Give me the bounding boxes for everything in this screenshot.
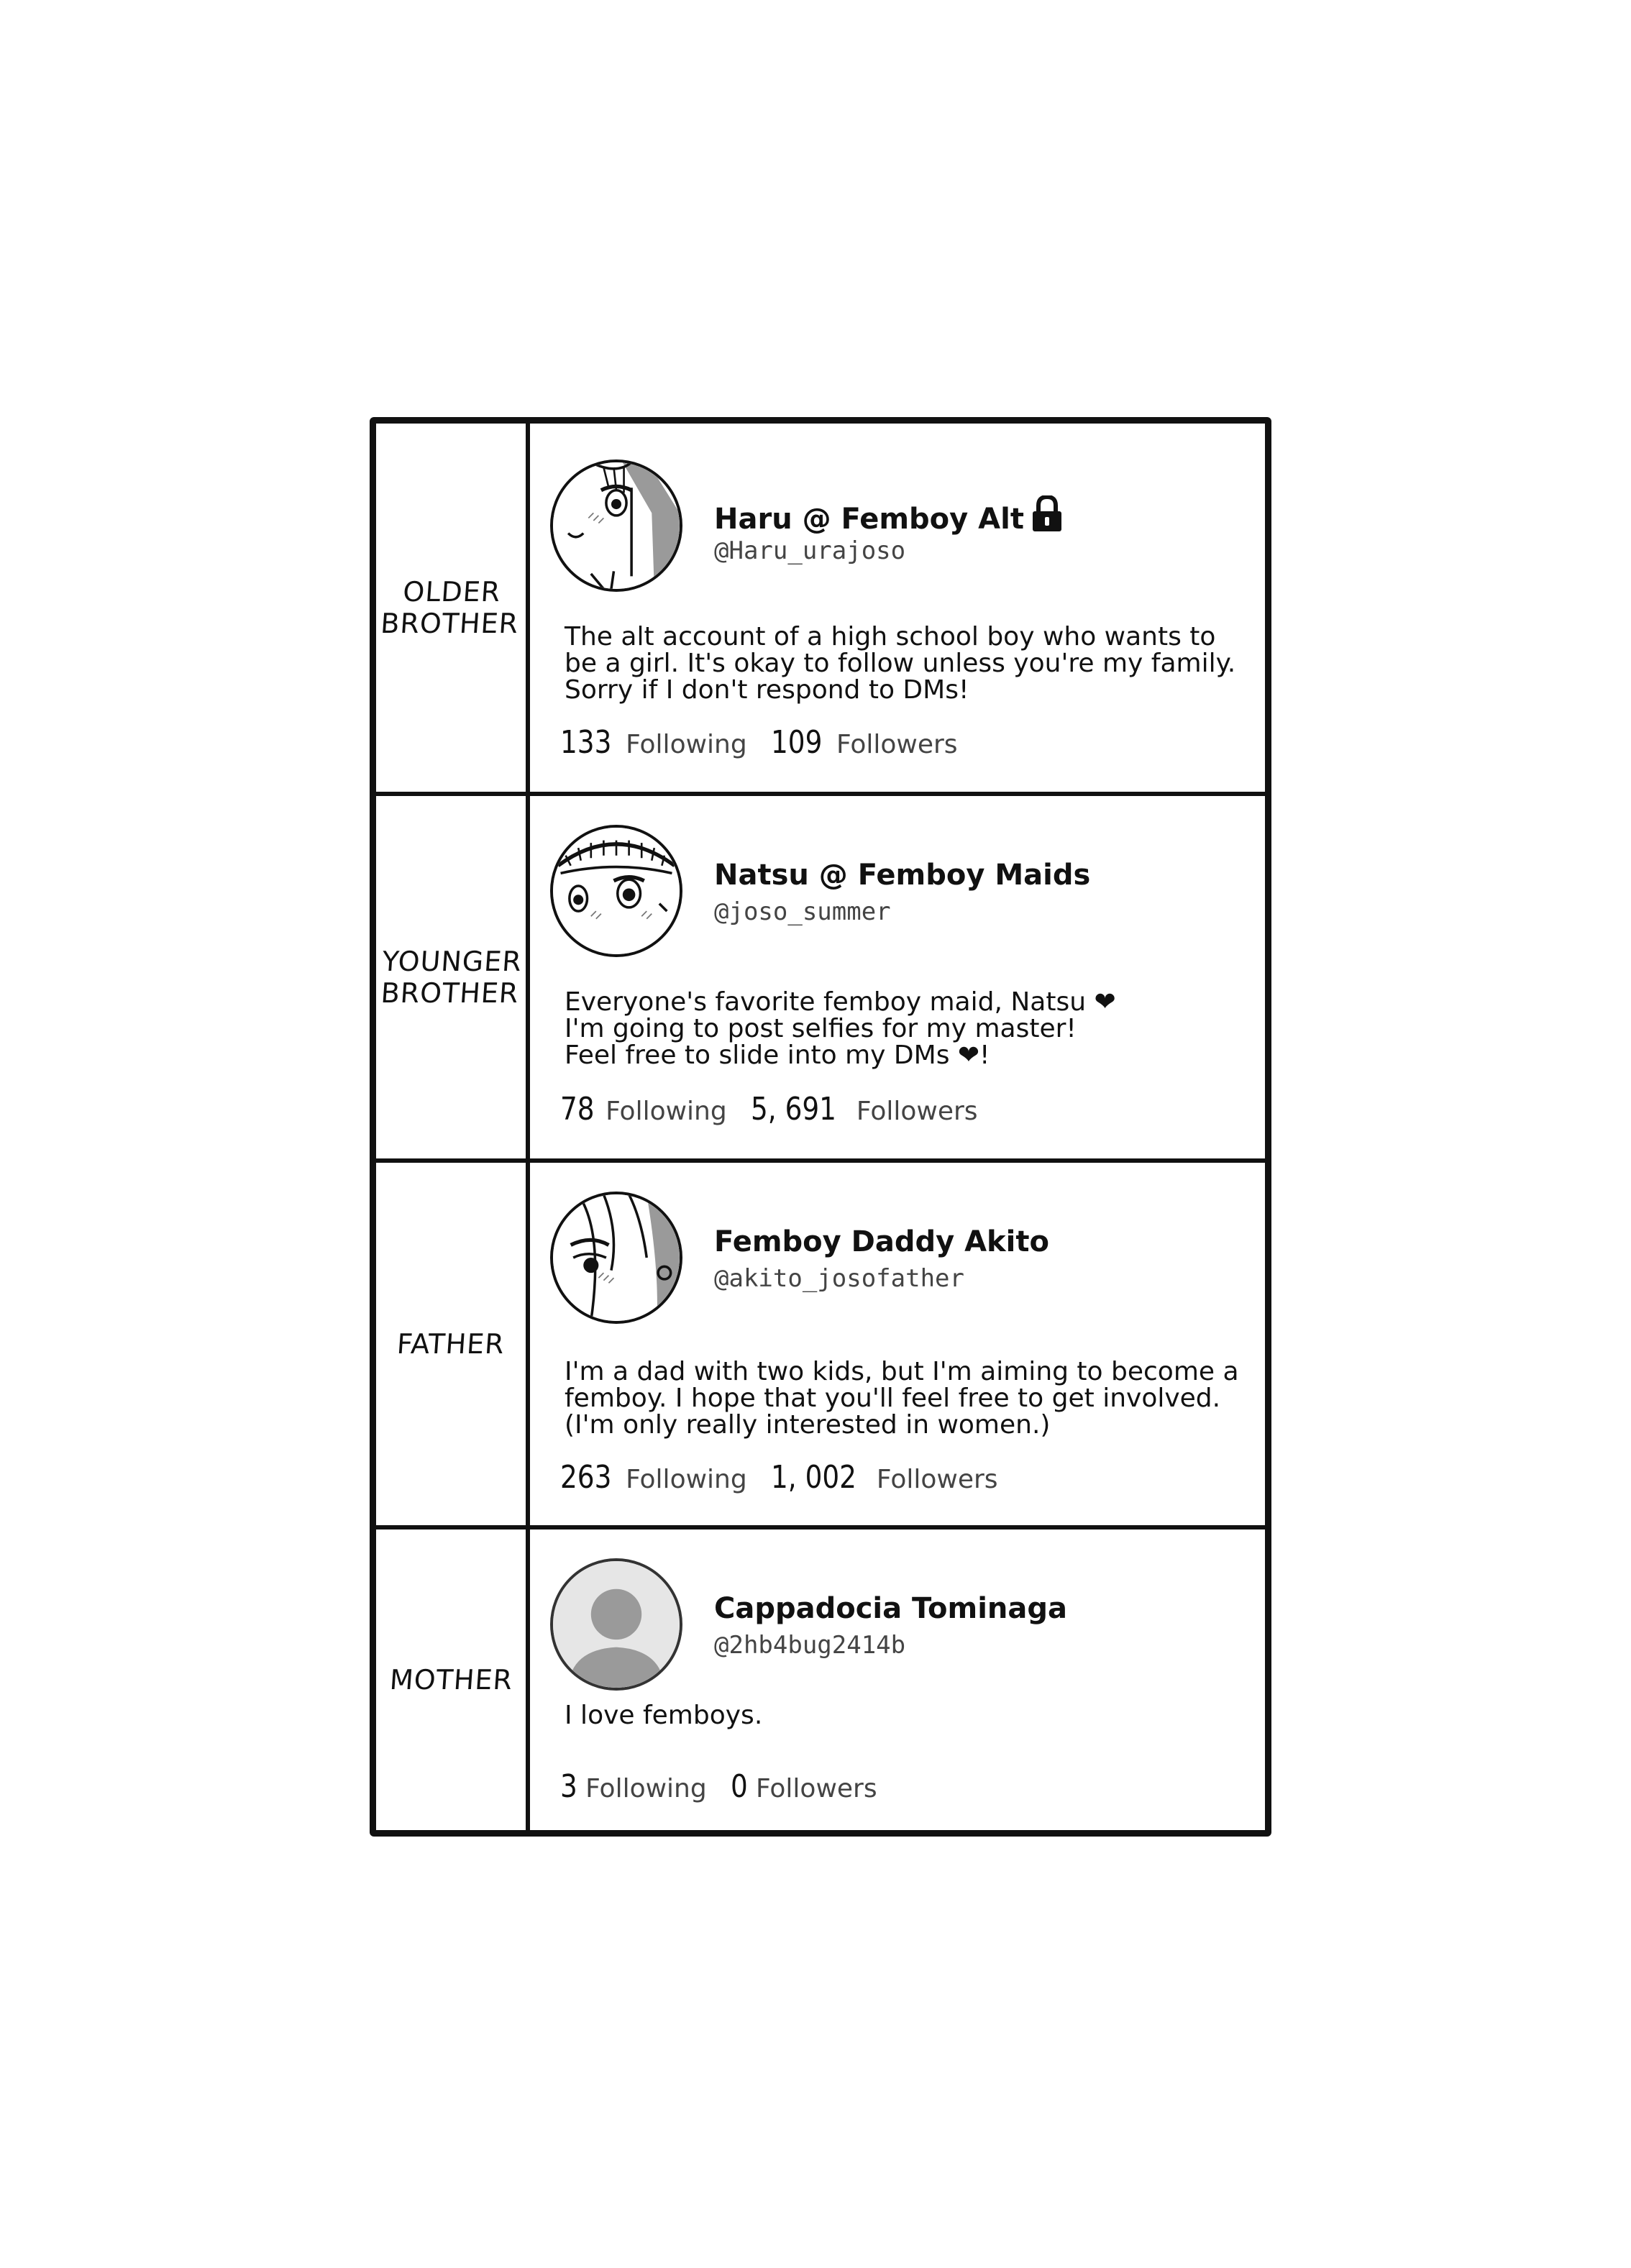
profile-bio: Everyone's favorite femboy maid, Natsu ❤ I'm going to post selfies for my master! Feel free to slide into my DMs ❤!	[565, 987, 1116, 1070]
following-label[interactable]: Following	[626, 1465, 747, 1494]
profile-row	[376, 424, 1265, 796]
profile-card[interactable]	[530, 1163, 1265, 1525]
following-label[interactable]: Following	[606, 1097, 727, 1126]
following-label[interactable]: Following	[626, 730, 747, 759]
profile-row	[376, 1163, 1265, 1529]
following-count[interactable]: 263	[560, 1459, 612, 1496]
relation-cell	[376, 1163, 530, 1525]
followers-count[interactable]: 1, 002	[770, 1459, 856, 1496]
manga-face-icon	[553, 1194, 680, 1321]
following-count[interactable]: 133	[560, 724, 612, 761]
lock-icon	[1031, 495, 1063, 533]
following-count[interactable]: 78	[560, 1091, 595, 1128]
followers-count[interactable]: 0	[730, 1768, 748, 1805]
user-handle[interactable]: @2hb4bug2414b	[714, 1631, 906, 1660]
profile-card[interactable]	[530, 796, 1265, 1158]
followers-label[interactable]: Followers	[876, 1465, 998, 1494]
relation-label: MOTHER	[388, 1664, 513, 1696]
follow-stats	[560, 1770, 893, 1806]
user-handle[interactable]: @akito_josofather	[714, 1264, 964, 1293]
profile-bio: The alt account of a high school boy who wants to be a girl. It's okay to follow unless you're my family. Sorry if I don't respond to DMs!	[565, 622, 1236, 705]
followers-count[interactable]: 5, 691	[750, 1091, 836, 1128]
following-count[interactable]: 3	[560, 1768, 577, 1805]
relation-label: FATHER	[396, 1328, 506, 1360]
relation-cell	[376, 796, 530, 1158]
display-name: Cappadocia Tominaga	[714, 1592, 1067, 1625]
display-name: Natsu @ Femboy Maids	[714, 859, 1091, 892]
relation-label: OLDER BROTHER	[380, 576, 520, 639]
display-name: Femboy Daddy Akito	[714, 1225, 1049, 1258]
profile-bio: I'm a dad with two kids, but I'm aiming to become a femboy. I hope that you'll feel free to get involved. (I'm only really interested in women.)	[565, 1357, 1239, 1440]
avatar[interactable]	[550, 1558, 682, 1691]
profile-row	[376, 1529, 1265, 1830]
profile-card[interactable]	[530, 1529, 1265, 1830]
followers-label[interactable]: Followers	[856, 1097, 978, 1126]
manga-face-icon	[553, 828, 680, 954]
follow-stats	[560, 1460, 1014, 1497]
profile-bio: I love femboys.	[565, 1701, 763, 1730]
avatar[interactable]	[550, 1192, 682, 1324]
manga-face-icon	[553, 462, 680, 589]
relation-label: YOUNGER BROTHER	[380, 946, 524, 1009]
display-name: Haru @ Femboy Alt	[714, 495, 1063, 536]
follow-stats	[560, 726, 974, 762]
followers-label[interactable]: Followers	[755, 1774, 877, 1803]
following-label[interactable]: Following	[585, 1774, 707, 1803]
avatar[interactable]	[550, 459, 682, 592]
profile-row	[376, 796, 1265, 1163]
followers-label[interactable]: Followers	[836, 730, 958, 759]
profile-card[interactable]	[530, 424, 1265, 792]
follow-stats	[560, 1092, 994, 1129]
user-handle[interactable]: @Haru_urajoso	[714, 536, 906, 565]
relation-cell	[376, 424, 530, 792]
relation-cell	[376, 1529, 530, 1830]
user-handle[interactable]: @joso_summer	[714, 897, 891, 926]
followers-count[interactable]: 109	[770, 724, 823, 761]
avatar[interactable]	[550, 825, 682, 957]
profiles-table	[370, 417, 1271, 1837]
default-person-icon	[553, 1561, 680, 1688]
